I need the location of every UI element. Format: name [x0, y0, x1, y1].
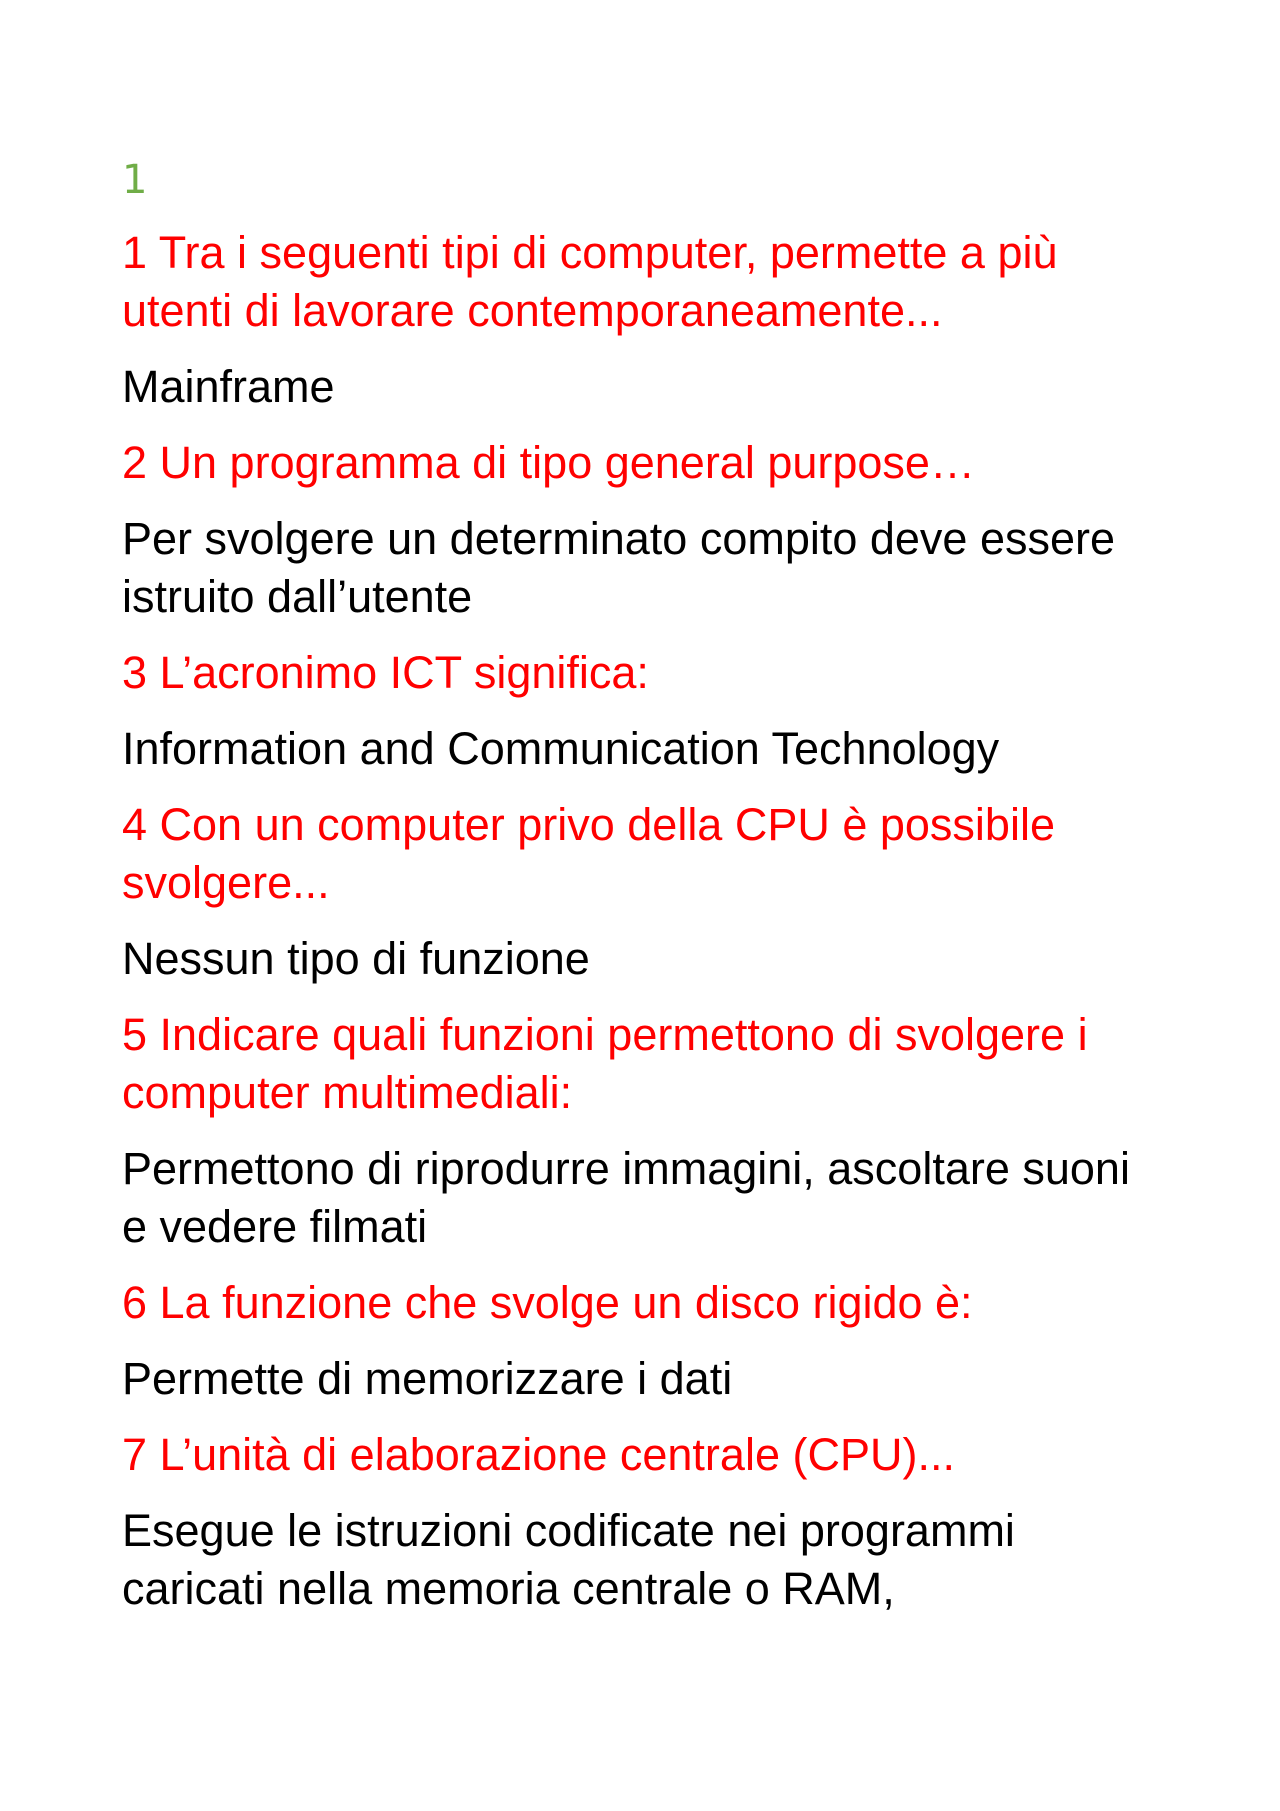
question-7: 7 L’unità di elaborazione centrale (CPU)... [122, 1429, 955, 1480]
answer-3: Information and Communication Technology [122, 723, 1000, 774]
answer-6: Permette di memorizzare i dati [122, 1353, 733, 1404]
answer-5: Permettono di riprodurre immagini, ascoltare suoni e vedere filmati [122, 1143, 1130, 1252]
question-5: 5 Indicare quali funzioni permettono di svolgere i computer multimediali: [122, 1009, 1088, 1118]
question-4: 4 Con un computer privo della CPU è possibile svolgere... [122, 799, 1055, 908]
answer-7: Esegue le istruzioni codificate nei programmi caricati nella memoria centrale o RAM, [122, 1505, 1015, 1614]
answer-4: Nessun tipo di funzione [122, 933, 590, 984]
page-number: 1 [122, 157, 148, 203]
question-6: 6 La funzione che svolge un disco rigido è: [122, 1277, 973, 1328]
document-page [122, 150, 1162, 1636]
question-1: 1 Tra i seguenti tipi di computer, permette a più utenti di lavorare contemporaneamente... [122, 227, 1058, 336]
question-2: 2 Un programma di tipo general purpose… [122, 437, 975, 488]
question-3: 3 L’acronimo ICT significa: [122, 647, 649, 698]
answer-1: Mainframe [122, 361, 335, 412]
answer-2: Per svolgere un determinato compito deve essere istruito dall’utente [122, 513, 1116, 622]
